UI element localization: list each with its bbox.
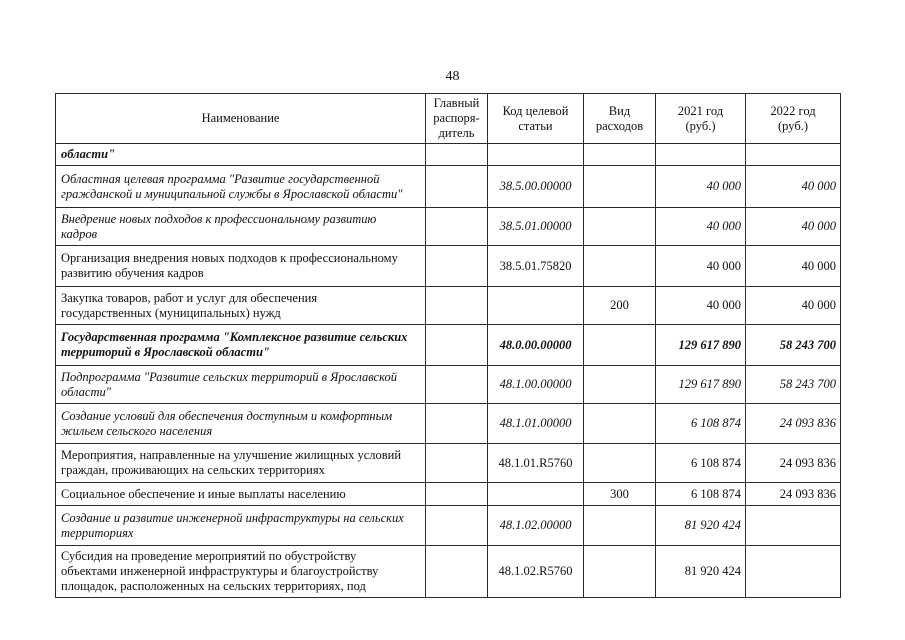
row-expense-type-cell: [584, 144, 656, 166]
row-2021-amount-cell: 40 000: [656, 246, 746, 287]
row-target-code-cell: 38.5.01.75820: [488, 246, 584, 287]
row-name-cell: Организация внедрения новых подходов к профессиональному развитию обучения кадров: [56, 246, 426, 287]
row-chief-manager-cell: [426, 144, 488, 166]
row-target-code-cell: 38.5.01.00000: [488, 208, 584, 246]
row-chief-manager-cell: [426, 506, 488, 546]
row-name-cell: Субсидия на проведение мероприятий по обустройству объектами инженерной инфраструктуры и благоустройству площадок, расположенных на сельских территориях, под: [56, 546, 426, 598]
row-chief-manager-cell: [426, 404, 488, 444]
row-name-cell: Подпрограмма "Развитие сельских территорий в Ярославской области": [56, 366, 426, 404]
header-expense-type: Вид расходов: [584, 94, 656, 144]
row-2021-amount-cell: 6 108 874: [656, 483, 746, 506]
row-2022-amount-cell: 40 000: [746, 166, 841, 208]
header-2021-amount: 2021 год (руб.): [656, 94, 746, 144]
row-target-code-cell: 48.1.00.00000: [488, 366, 584, 404]
row-2022-amount-cell: 40 000: [746, 246, 841, 287]
table-body: [56, 144, 841, 598]
row-name-cell: Создание условий для обеспечения доступным и комфортным жильем сельского населения: [56, 404, 426, 444]
table-row: [56, 325, 841, 366]
row-chief-manager-cell: [426, 546, 488, 598]
row-target-code-cell: 48.1.01.00000: [488, 404, 584, 444]
table-header: [56, 94, 841, 144]
header-name: Наименование: [56, 94, 426, 144]
row-name-cell: Мероприятия, направленные на улучшение жилищных условий граждан, проживающих на сельских территориях: [56, 444, 426, 483]
table-row: [56, 483, 841, 506]
row-chief-manager-cell: [426, 208, 488, 246]
row-target-code-cell: [488, 483, 584, 506]
row-target-code-cell: 48.0.00.00000: [488, 325, 584, 366]
table-row: [56, 546, 841, 598]
header-target-code: Код целевой статьи: [488, 94, 584, 144]
table-row: [56, 246, 841, 287]
row-2022-amount-cell: [746, 144, 841, 166]
row-2021-amount-cell: 81 920 424: [656, 506, 746, 546]
row-expense-type-cell: [584, 166, 656, 208]
row-target-code-cell: 48.1.01.R5760: [488, 444, 584, 483]
row-2021-amount-cell: 129 617 890: [656, 366, 746, 404]
row-2021-amount-cell: 129 617 890: [656, 325, 746, 366]
row-expense-type-cell: [584, 208, 656, 246]
header-chief-manager: Главный распоря- дитель: [426, 94, 488, 144]
row-2021-amount-cell: 40 000: [656, 166, 746, 208]
page-number: 48: [445, 69, 460, 84]
row-2022-amount-cell: 24 093 836: [746, 483, 841, 506]
row-expense-type-cell: [584, 444, 656, 483]
table-row: [56, 366, 841, 404]
row-2022-amount-cell: 40 000: [746, 208, 841, 246]
row-expense-type-cell: [584, 546, 656, 598]
row-chief-manager-cell: [426, 325, 488, 366]
row-name-cell: Закупка товаров, работ и услуг для обеспечения государственных (муниципальных) нужд: [56, 287, 426, 325]
row-target-code-cell: 48.1.02.00000: [488, 506, 584, 546]
row-2021-amount-cell: 6 108 874: [656, 404, 746, 444]
row-chief-manager-cell: [426, 366, 488, 404]
row-chief-manager-cell: [426, 246, 488, 287]
row-2021-amount-cell: 6 108 874: [656, 444, 746, 483]
row-2021-amount-cell: 81 920 424: [656, 546, 746, 598]
row-name-cell: области": [56, 144, 426, 166]
row-expense-type-cell: [584, 366, 656, 404]
row-chief-manager-cell: [426, 287, 488, 325]
header-2022-amount: 2022 год (руб.): [746, 94, 841, 144]
row-expense-type-cell: [584, 404, 656, 444]
row-expense-type-cell: 200: [584, 287, 656, 325]
row-2021-amount-cell: 40 000: [656, 208, 746, 246]
row-name-cell: Государственная программа "Комплексное развитие сельских территорий в Ярославской области": [56, 325, 426, 366]
table-row: [56, 404, 841, 444]
row-2021-amount-cell: [656, 144, 746, 166]
row-name-cell: Создание и развитие инженерной инфраструктуры на сельских территориях: [56, 506, 426, 546]
row-target-code-cell: 48.1.02.R5760: [488, 546, 584, 598]
table-row: [56, 166, 841, 208]
table-row: [56, 144, 841, 166]
row-expense-type-cell: [584, 246, 656, 287]
row-target-code-cell: [488, 287, 584, 325]
row-name-cell: Внедрение новых подходов к профессиональному развитию кадров: [56, 208, 426, 246]
header-row: [56, 94, 841, 144]
budget-table: [55, 93, 841, 598]
row-name-cell: Областная целевая программа "Развитие государственной гражданской и муниципальной службы в Ярославской области": [56, 166, 426, 208]
table-row: [56, 444, 841, 483]
row-target-code-cell: 38.5.00.00000: [488, 166, 584, 208]
row-chief-manager-cell: [426, 444, 488, 483]
row-chief-manager-cell: [426, 166, 488, 208]
row-2022-amount-cell: [746, 546, 841, 598]
row-chief-manager-cell: [426, 483, 488, 506]
row-2022-amount-cell: 58 243 700: [746, 366, 841, 404]
row-target-code-cell: [488, 144, 584, 166]
row-2021-amount-cell: 40 000: [656, 287, 746, 325]
row-2022-amount-cell: 24 093 836: [746, 404, 841, 444]
row-2022-amount-cell: 58 243 700: [746, 325, 841, 366]
row-2022-amount-cell: [746, 506, 841, 546]
row-name-cell: Социальное обеспечение и иные выплаты населению: [56, 483, 426, 506]
row-expense-type-cell: [584, 325, 656, 366]
row-expense-type-cell: [584, 506, 656, 546]
row-2022-amount-cell: 24 093 836: [746, 444, 841, 483]
table-row: [56, 208, 841, 246]
row-2022-amount-cell: 40 000: [746, 287, 841, 325]
table-row: [56, 506, 841, 546]
table-row: [56, 287, 841, 325]
row-expense-type-cell: 300: [584, 483, 656, 506]
